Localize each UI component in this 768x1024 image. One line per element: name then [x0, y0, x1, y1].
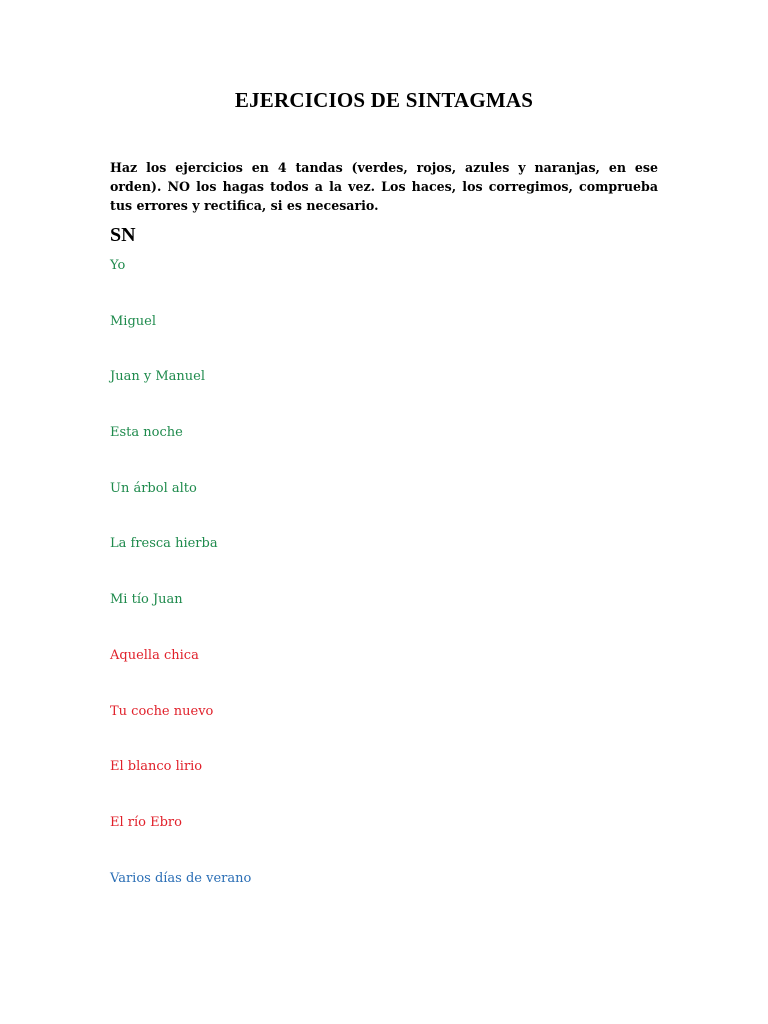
exercise-item: Juan y Manuel	[110, 369, 205, 385]
exercise-item: Yo	[110, 258, 126, 273]
exercise-item: Esta noche	[110, 425, 183, 441]
exercise-item: Mi tío Juan	[110, 592, 183, 608]
exercise-list	[110, 256, 251, 924]
exercise-item: El blanco lirio	[110, 759, 203, 775]
exercise-item: Varios días de verano	[110, 870, 252, 886]
exercise-item: La fresca hierba	[110, 536, 218, 552]
exercise-item: Un árbol alto	[110, 480, 197, 496]
exercise-item: Aquella chica	[110, 647, 199, 663]
exercise-item: El río Ebro	[110, 814, 182, 830]
section-heading-sn: SN	[110, 224, 136, 246]
exercise-item: Tu coche nuevo	[110, 703, 214, 719]
page-title: EJERCICIOS DE SINTAGMAS	[234, 88, 534, 112]
instructions-paragraph: Haz los ejercicios en 4 tandas (verdes, rojos, azules y naranjas, en ese orden). NO los hagas todos a la vez. Los haces, los corregimos, comprueba tus errores y rectifica, si es necesario.	[110, 160, 658, 213]
exercise-item: Miguel	[110, 313, 157, 329]
